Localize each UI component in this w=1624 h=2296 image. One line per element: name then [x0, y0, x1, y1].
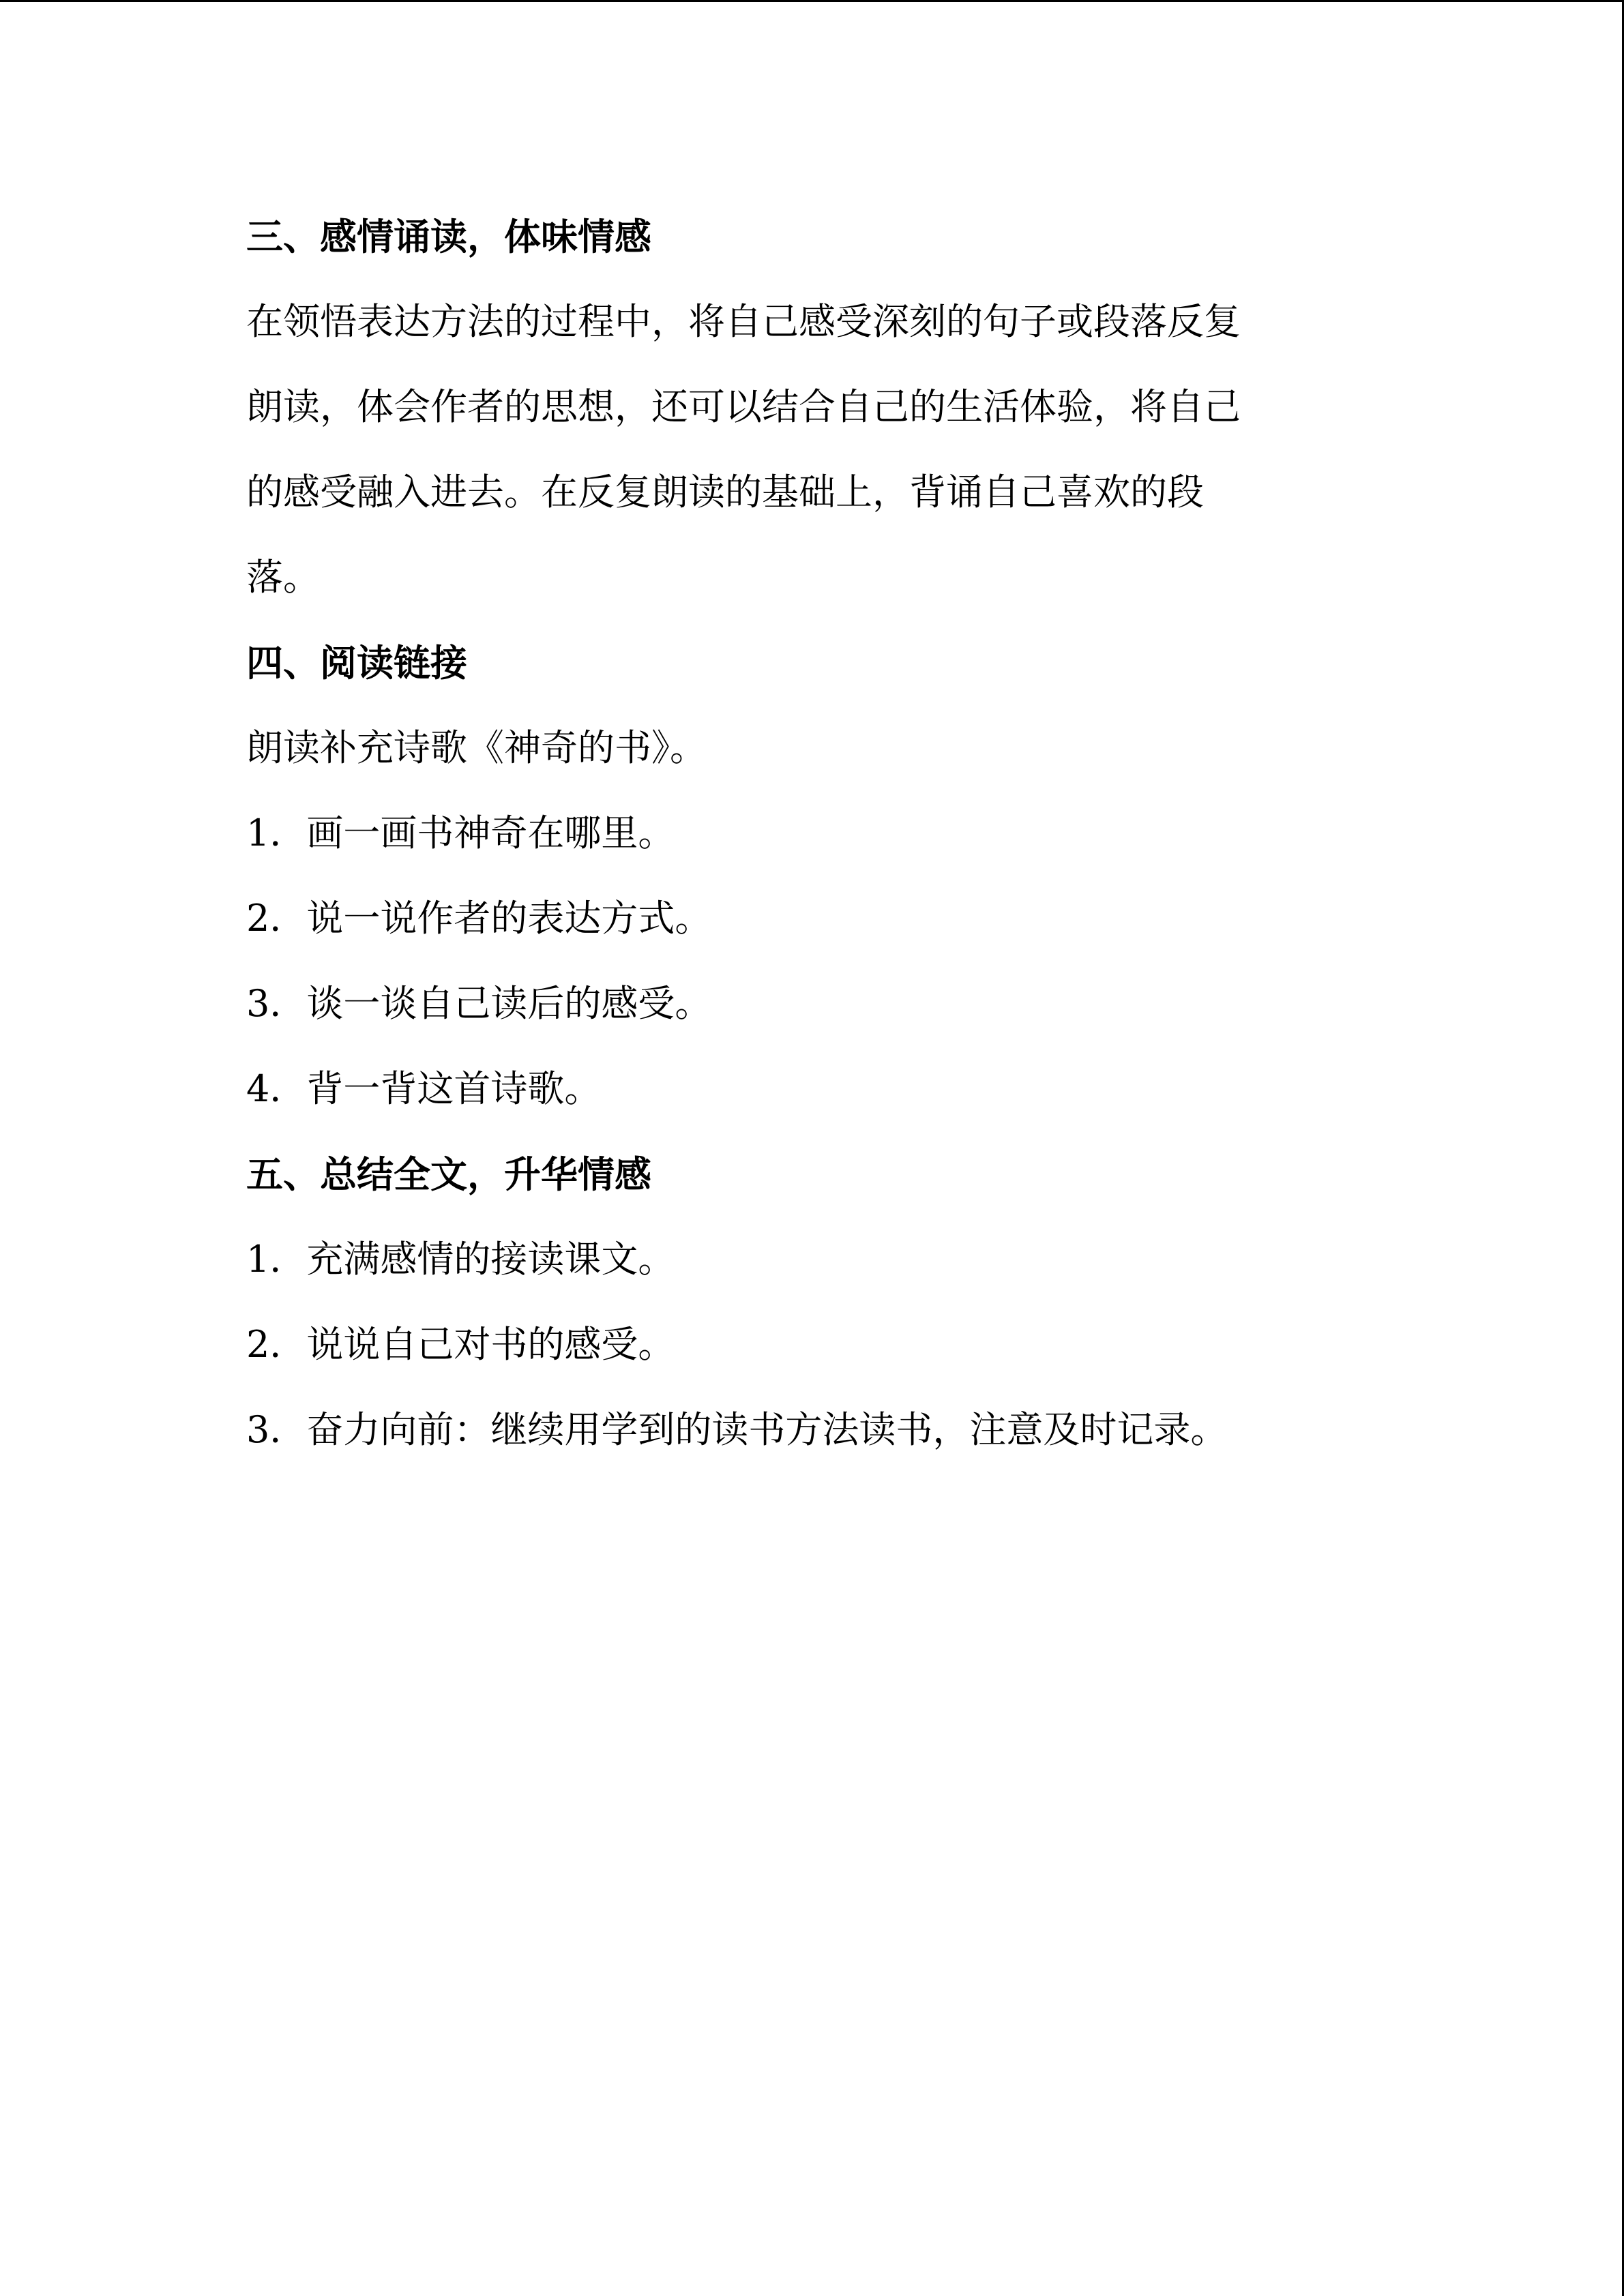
section5-item-3: 3．奋力向前：继续用学到的读书方法读书，注意及时记录。 [246, 1408, 1228, 1451]
page-border-top [0, 0, 1624, 2]
section4-heading: 四、阅读链接 [246, 641, 467, 685]
section4-item-1: 1．画一画书神奇在哪里。 [246, 811, 675, 854]
section3-paragraph-line-2: 朗读，体会作者的思想，还可以结合自己的生活体验，将自己 [246, 385, 1241, 428]
section4-item-4: 4．背一背这首诗歌。 [246, 1067, 602, 1110]
section3-paragraph-line-4: 落。 [246, 556, 320, 599]
section5-item-2: 2．说说自己对书的感受。 [246, 1323, 675, 1366]
section3-paragraph-line-1: 在领悟表达方法的过程中，将自己感受深刻的句子或段落反复 [246, 300, 1241, 343]
section3-heading: 三、感情诵读，体味情感 [246, 215, 651, 258]
section4-intro: 朗读补充诗歌《神奇的书》。 [246, 726, 707, 769]
section5-heading: 五、总结全文，升华情感 [246, 1152, 651, 1196]
section3-paragraph-line-3: 的感受融入进去。在反复朗读的基础上，背诵自己喜欢的段 [246, 471, 1204, 513]
section5-item-1: 1．充满感情的接读课文。 [246, 1238, 675, 1281]
section4-item-2: 2．说一说作者的表达方式。 [246, 897, 712, 940]
section4-item-3: 3．谈一谈自己读后的感受。 [246, 982, 712, 1025]
